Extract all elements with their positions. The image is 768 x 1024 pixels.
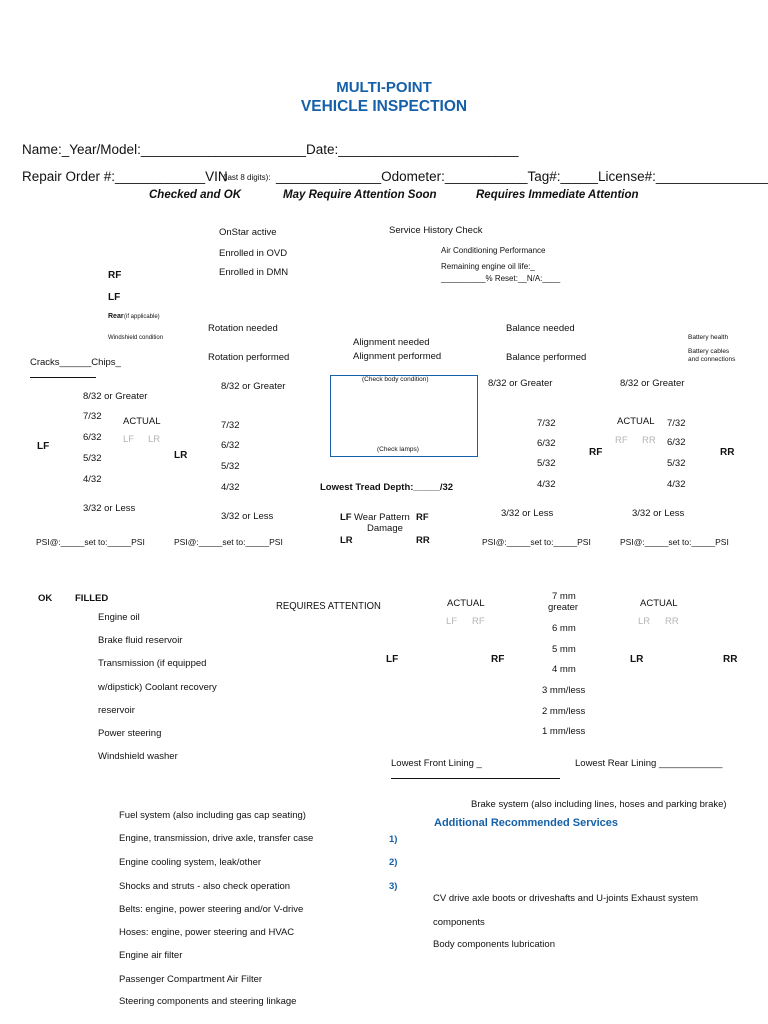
brake-mm5: 5 mm (552, 644, 576, 655)
tread-right1-5: 5/32 (537, 458, 556, 469)
tread-left2-7: 7/32 (221, 420, 240, 431)
brake-actual-lr: LR (638, 616, 651, 627)
cracks-chips-field[interactable]: Cracks______Chips_ (30, 357, 121, 368)
tread-left-actual-lf: LF (123, 434, 135, 445)
tread-tire-lr: LR (174, 450, 188, 461)
legend-checked-ok: Checked and OK (149, 189, 242, 201)
psi-field-lf[interactable]: PSI@:_____set to:_____PSI (36, 537, 145, 547)
repair-order-vin-field[interactable]: Repair Order #:____________VIN (22, 169, 228, 184)
tread-right2-greater: 8/32 or Greater (620, 378, 685, 389)
tread-left2-6: 6/32 (221, 440, 240, 451)
fluid-item: Transmission (if equipped (98, 658, 207, 669)
form-title-line2: VEHICLE INSPECTION (300, 98, 468, 115)
balance-needed: Balance needed (506, 323, 575, 334)
enrolled-dmn: Enrolled in DMN (219, 267, 289, 278)
wiper-lf: LF (108, 292, 121, 303)
tread-right-actual-rf: RF (615, 435, 628, 446)
brake-mm3: 3 mm/less (542, 685, 586, 696)
wear-rf: RF (416, 512, 429, 523)
system-item: Fuel system (also including gas cap seating) (119, 810, 306, 821)
balance-performed: Balance performed (506, 352, 587, 363)
wear-lf: LF (340, 512, 352, 523)
wear-rr: RR (416, 535, 430, 546)
system-item: Engine, transmission, drive axle, transfer case (119, 833, 314, 844)
fluids-ok-header: OK (38, 593, 53, 604)
brake-actual-rf: RF (472, 616, 485, 627)
psi-field-rf[interactable]: PSI@:_____set to:_____PSI (482, 537, 591, 547)
brake-actual-rr: RR (665, 616, 679, 627)
system-item: Passenger Compartment Air Filter (119, 974, 263, 985)
lowest-rear-lining[interactable]: Lowest Rear Lining ____________ (575, 758, 723, 769)
tread-right-actual-rr: RR (642, 435, 656, 446)
tread-left-actual: ACTUAL (123, 416, 161, 427)
oil-reset-field[interactable]: __________% Reset:__N/A:____ (441, 274, 561, 283)
wear-pattern-label: Wear Pattern (354, 512, 410, 523)
front-lining-underline (391, 778, 560, 779)
tread-left1-5: 5/32 (83, 453, 102, 464)
system-item: Shocks and struts - also check operation (119, 881, 291, 892)
brake-tire-rf: RF (491, 654, 505, 665)
alignment-performed: Alignment performed (353, 351, 442, 362)
system-item: Engine cooling system, leak/other (119, 857, 262, 868)
cracks-underline (30, 377, 96, 378)
fluid-item: Power steering (98, 728, 162, 739)
check-lamps: (Check lamps) (377, 446, 419, 453)
service-history-check: Service History Check (389, 225, 483, 236)
odometer-tag-license-field[interactable]: ______________Odometer:___________Tag#:_____License#:_______________ (276, 169, 768, 184)
system-item: Engine air filter (119, 950, 183, 961)
lowest-tread-depth[interactable]: Lowest Tread Depth:_____/32 (320, 482, 454, 493)
fluid-item: Windshield washer (98, 751, 178, 762)
wear-lr: LR (340, 535, 353, 546)
additional-service-1[interactable]: 1) (389, 834, 398, 845)
brake-tire-lf: LF (386, 654, 399, 665)
vin-note: (last 8 digits): (223, 173, 271, 182)
brake-mm6: 6 mm (552, 623, 576, 634)
psi-field-lr[interactable]: PSI@:_____set to:_____PSI (174, 537, 283, 547)
fluids-filled-header: FILLED (75, 593, 109, 604)
brake-actual-lf: LF (446, 616, 458, 627)
rear-note: (if applicable) (124, 314, 160, 320)
tread-left1-less: 3/32 or Less (83, 503, 136, 514)
fluid-item: w/dipstick) Coolant recovery (98, 682, 217, 693)
tread-right2-5: 5/32 (667, 458, 686, 469)
rotation-performed: Rotation performed (208, 352, 290, 363)
battery-health: Battery health (688, 334, 729, 341)
fluids-requires-header: REQUIRES ATTENTION (276, 600, 381, 613)
tread-tire-lf: LF (37, 441, 50, 452)
brake-mm2: 2 mm/less (542, 706, 586, 717)
lowest-front-lining[interactable]: Lowest Front Lining _ (391, 758, 482, 769)
additional-services-title: Additional Recommended Services (434, 817, 618, 829)
tread-left1-6: 6/32 (83, 432, 102, 443)
ac-performance: Air Conditioning Performance (441, 246, 546, 255)
tread-left-actual-lr: LR (148, 434, 161, 445)
name-year-model-date-field[interactable]: Name:_Year/Model:______________________Date:________________________ (22, 142, 519, 157)
fluid-item: Engine oil (98, 612, 140, 623)
legend-immediate-attention: Requires Immediate Attention (476, 189, 639, 201)
cv-exhaust-item: CV drive axle boots or driveshafts and U-joints Exhaust system (433, 893, 699, 904)
tread-right2-6: 6/32 (667, 437, 686, 448)
damage-label: Damage (367, 523, 403, 534)
tread-right1-7: 7/32 (537, 418, 556, 429)
battery-cables-line1: Battery cables (688, 348, 730, 355)
rear-wiper-label: Rear (108, 313, 124, 320)
legend-attention-soon: May Require Attention Soon (283, 189, 437, 201)
psi-field-rr[interactable]: PSI@:_____set to:_____PSI (620, 537, 729, 547)
vehicle-diagram-box (330, 375, 478, 457)
fluid-item: reservoir (98, 705, 135, 716)
alignment-needed: Alignment needed (353, 337, 430, 348)
oil-life-label: Remaining engine oil life:_ (441, 262, 535, 271)
system-item: Belts: engine, power steering and/or V-drive (119, 904, 304, 915)
tread-tire-rr: RR (720, 447, 735, 458)
windshield-condition: Windshield condition (108, 335, 164, 341)
tread-right-actual: ACTUAL (617, 416, 655, 427)
tread-left1-4: 4/32 (83, 474, 102, 485)
brake-mm7-greater: greater (548, 602, 579, 613)
brake-tire-lr: LR (630, 654, 644, 665)
enrolled-ovd: Enrolled in OVD (219, 248, 288, 259)
brake-system-item: Brake system (also including lines, hoses and parking brake) (471, 799, 727, 810)
onstar-active: OnStar active (219, 227, 277, 238)
form-title-line1: MULTI-POINT (336, 79, 432, 96)
fluid-item: Brake fluid reservoir (98, 635, 183, 646)
tread-right2-less: 3/32 or Less (632, 508, 685, 519)
system-item: Steering components and steering linkage (119, 996, 297, 1007)
tread-left2-4: 4/32 (221, 482, 240, 493)
brake-tire-rr: RR (723, 654, 738, 665)
tread-right1-6: 6/32 (537, 438, 556, 449)
wiper-rf: RF (108, 270, 122, 281)
brake-mm1: 1 mm/less (542, 726, 586, 737)
tread-right2-7: 7/32 (667, 418, 686, 429)
tread-right1-4: 4/32 (537, 479, 556, 490)
tread-left2-less: 3/32 or Less (221, 511, 274, 522)
body-lubrication-item: Body components lubrication (433, 939, 555, 950)
check-body-condition: (Check body condition) (362, 376, 429, 383)
tread-right1-less: 3/32 or Less (501, 508, 554, 519)
battery-cables-line2: and connections (688, 356, 736, 363)
brake-mm4: 4 mm (552, 664, 576, 675)
additional-service-3[interactable]: 3) (389, 881, 398, 892)
additional-service-2[interactable]: 2) (389, 857, 398, 868)
system-item: Hoses: engine, power steering and HVAC (119, 927, 295, 938)
tread-left2-5: 5/32 (221, 461, 240, 472)
rotation-needed: Rotation needed (208, 323, 278, 334)
tread-right2-4: 4/32 (667, 479, 686, 490)
tread-right1-greater: 8/32 or Greater (488, 378, 553, 389)
tread-tire-rf: RF (589, 447, 603, 458)
brake-actual-front: ACTUAL (447, 598, 485, 609)
tread-left1-greater: 8/32 or Greater (83, 391, 148, 402)
components-item: components (433, 917, 485, 928)
tread-left1-7: 7/32 (83, 411, 102, 422)
brake-mm7: 7 mm (552, 591, 576, 602)
brake-actual-rear: ACTUAL (640, 598, 678, 609)
tread-left2-greater: 8/32 or Greater (221, 381, 286, 392)
